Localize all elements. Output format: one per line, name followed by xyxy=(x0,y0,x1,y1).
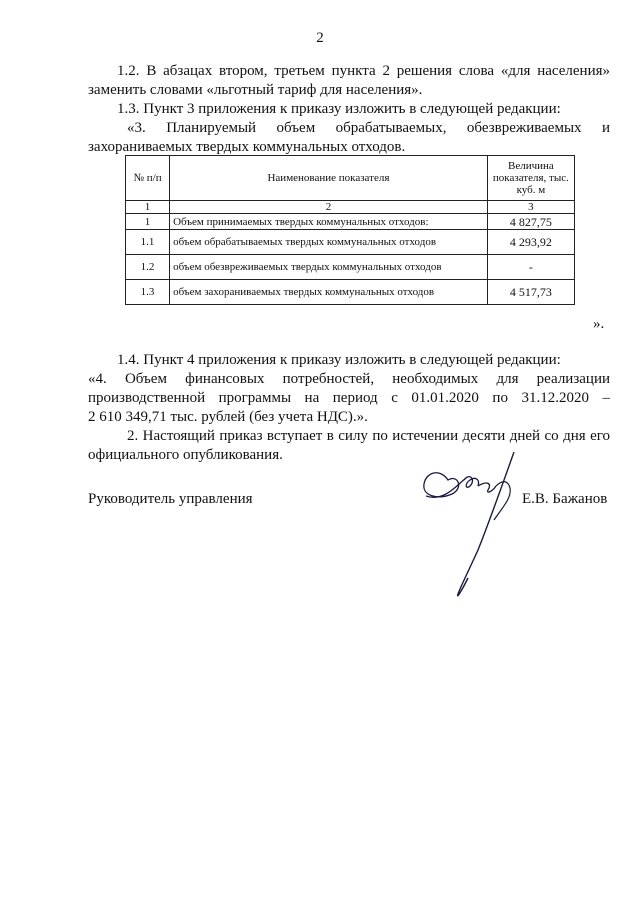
header-num: № п/п xyxy=(126,156,170,201)
table-row xyxy=(126,255,575,280)
row-name: Объем принимаемых твердых коммунальных отходов: xyxy=(170,214,488,230)
row-value: 4 517,73 xyxy=(487,280,574,305)
row-num: 1.2 xyxy=(126,255,170,280)
table-header-row xyxy=(126,156,575,201)
paragraph-1-2-line-1: 1.2. В абзацах втором, третьем пункта 2 решения слова «для населения» xyxy=(117,63,610,79)
header-name: Наименование показателя xyxy=(170,156,488,201)
point-4-line-1: «4. Объем финансовых потребностей, необходимых для реализации xyxy=(88,371,610,387)
table-index-row xyxy=(126,201,575,214)
paragraph-2-line-1: 2. Настоящий приказ вступает в силу по истечении десяти дней со дня его xyxy=(127,428,610,444)
point-4-line-3: 2 610 349,71 тыс. рублей (без учета НДС).». xyxy=(88,409,368,425)
paragraph-1-3: 1.3. Пункт 3 приложения к приказу изложить в следующей редакции: xyxy=(117,101,561,117)
paragraph-1-2-line-2: заменить словами «льготный тариф для населения». xyxy=(88,82,423,98)
row-value: - xyxy=(487,255,574,280)
index-cell: 1 xyxy=(126,201,170,214)
table-row xyxy=(126,230,575,255)
row-num: 1 xyxy=(126,214,170,230)
index-cell: 2 xyxy=(170,201,488,214)
table-row xyxy=(126,214,575,230)
closing-quote: ». xyxy=(593,316,605,332)
header-value: Величина показателя, тыс. куб. м xyxy=(487,156,574,201)
paragraph-1-4: 1.4. Пункт 4 приложения к приказу изложить в следующей редакции: xyxy=(117,352,561,368)
row-value: 4 827,75 xyxy=(487,214,574,230)
paragraph-2-line-2: официального опубликования. xyxy=(88,447,283,463)
row-name: объем обрабатываемых твердых коммунальных отходов xyxy=(170,230,488,255)
point-3-line-2: захораниваемых твердых коммунальных отходов. xyxy=(88,139,406,155)
row-name: объем захораниваемых твердых коммунальных отходов xyxy=(170,280,488,305)
page-number: 2 xyxy=(316,30,324,46)
row-num: 1.1 xyxy=(126,230,170,255)
table-row xyxy=(126,280,575,305)
signatory-name: Е.В. Бажанов xyxy=(522,491,608,507)
index-cell: 3 xyxy=(487,201,574,214)
row-value: 4 293,92 xyxy=(487,230,574,255)
signatory-title: Руководитель управления xyxy=(88,491,253,507)
handwritten-signature xyxy=(418,450,528,600)
point-4-line-2: производственной программы на период с 01.01.2020 по 31.12.2020 – xyxy=(88,390,610,406)
indicators-table xyxy=(125,155,575,305)
row-num: 1.3 xyxy=(126,280,170,305)
row-name: объем обезвреживаемых твердых коммунальных отходов xyxy=(170,255,488,280)
point-3-line-1: «3. Планируемый объем обрабатываемых, обезвреживаемых и xyxy=(127,120,610,136)
